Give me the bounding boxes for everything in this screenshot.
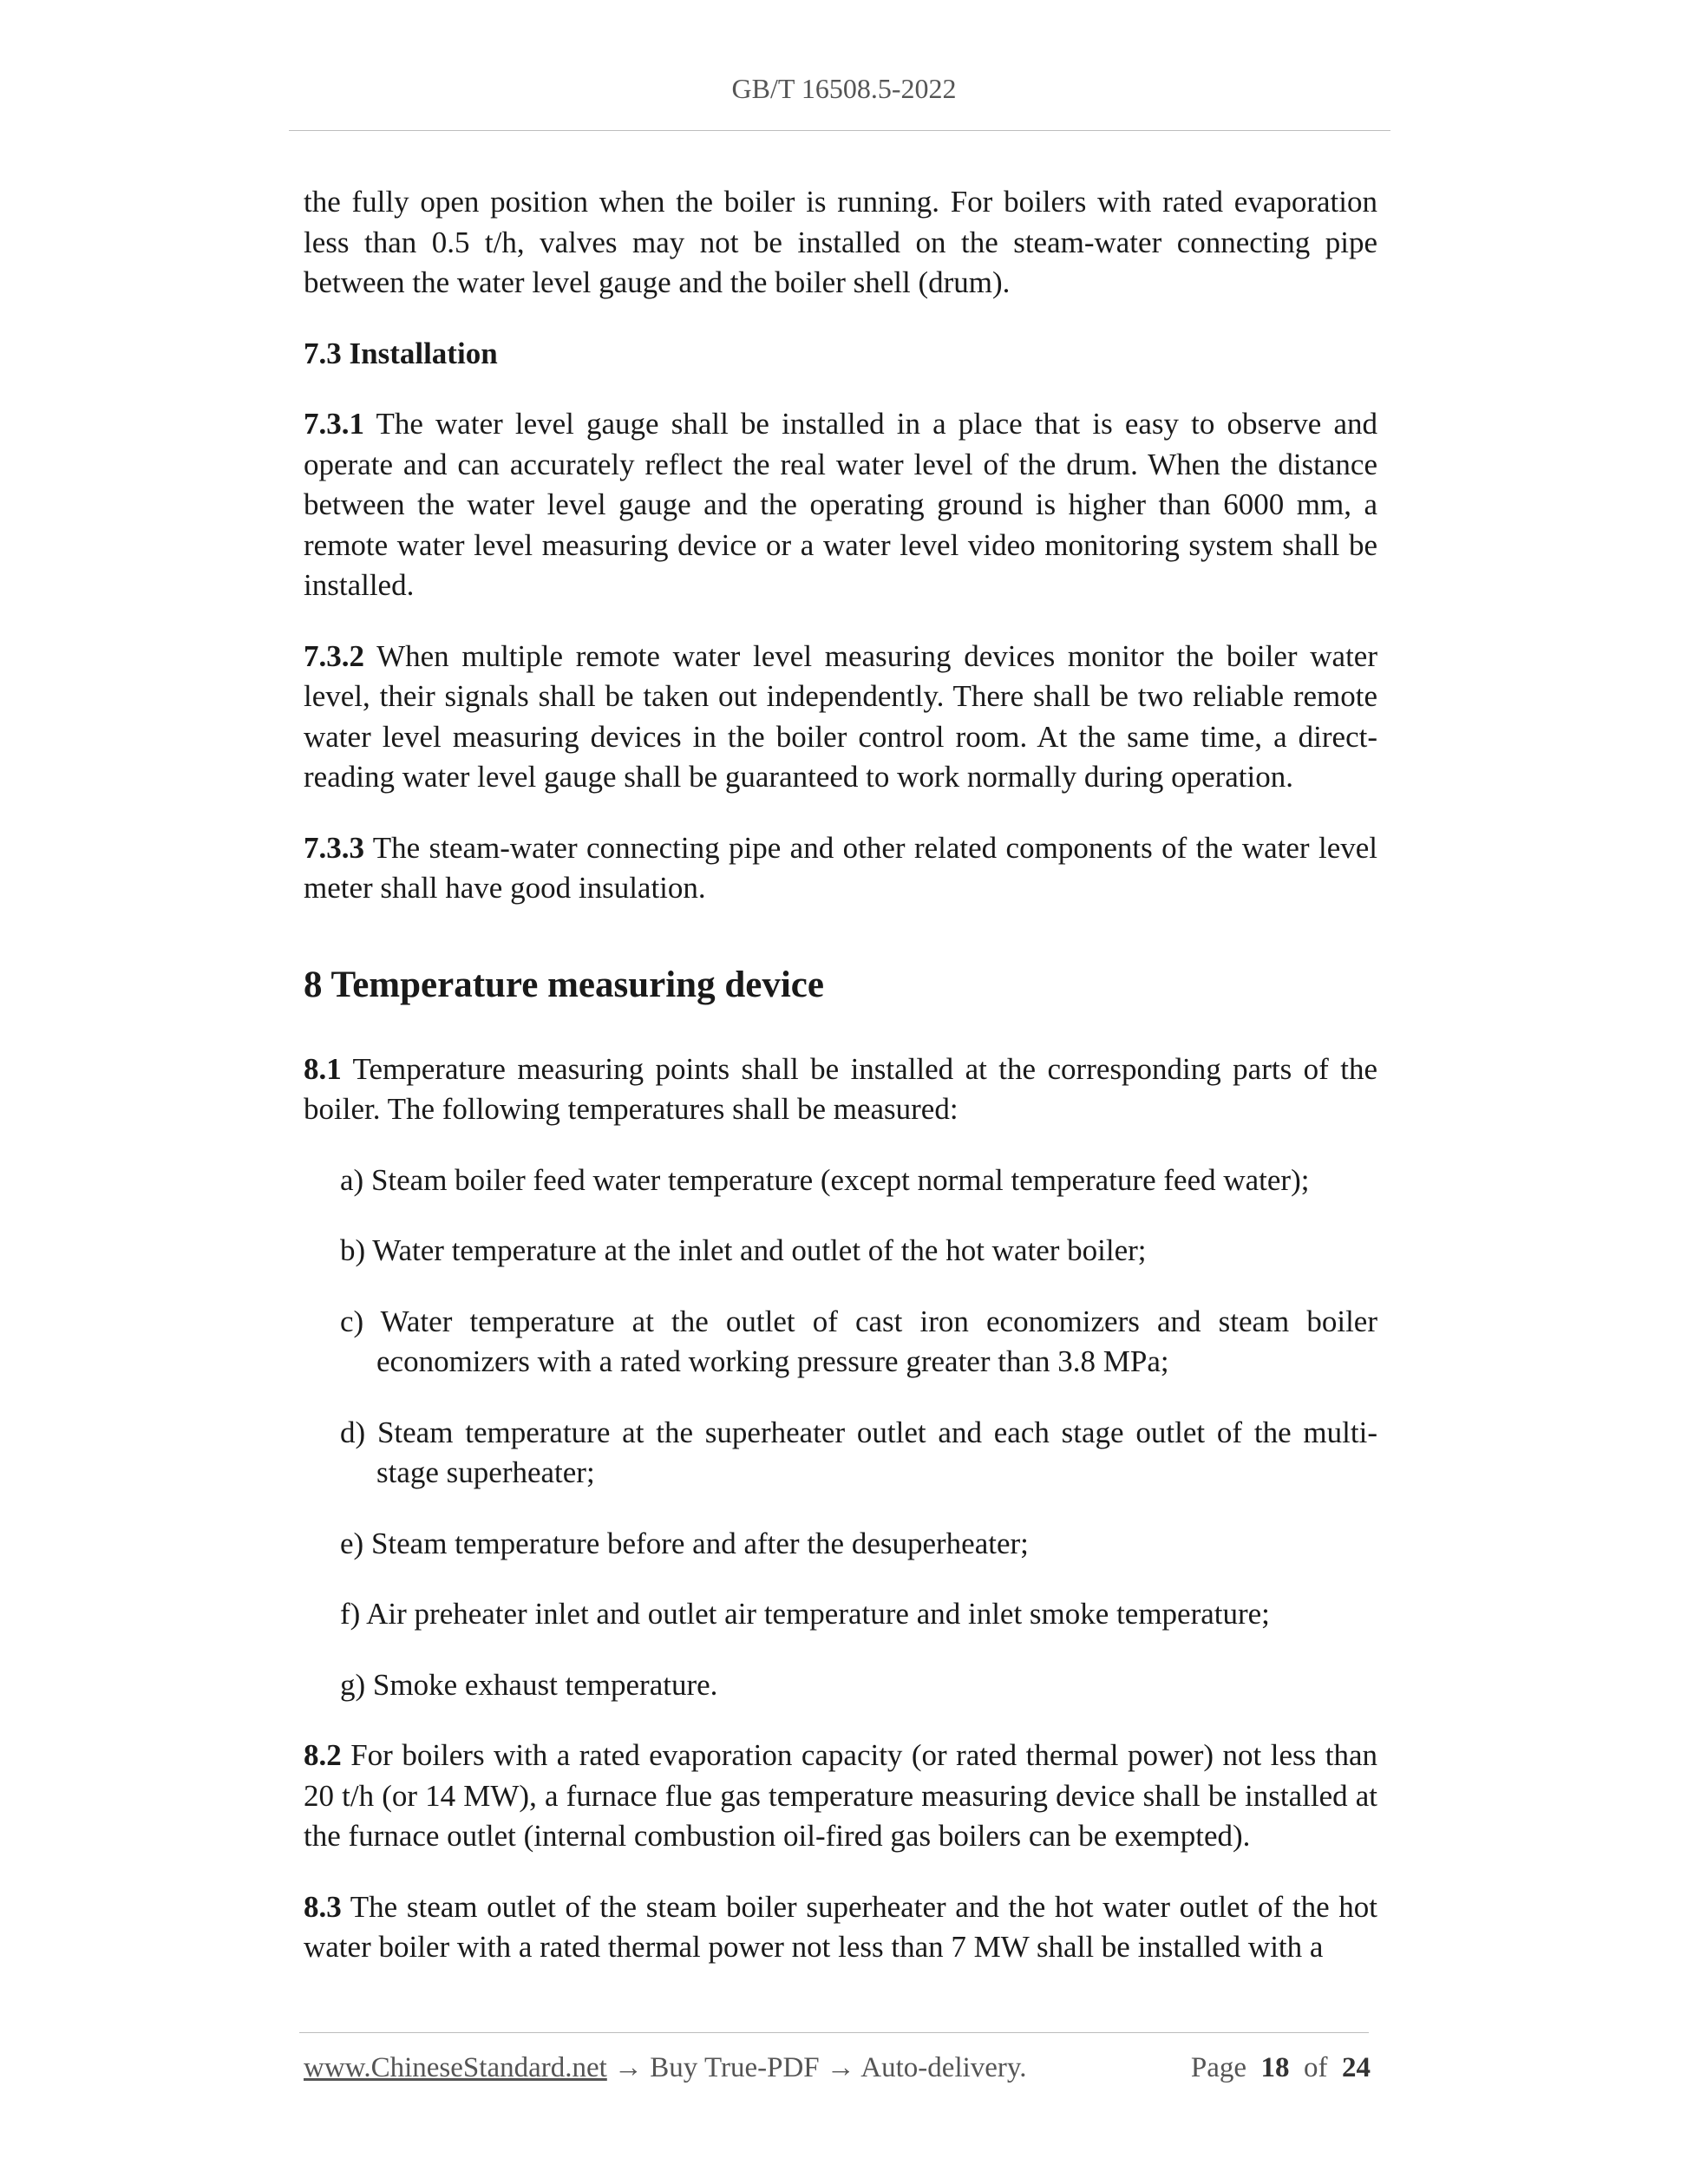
document-body [304,182,1377,1998]
temperature-list [304,1161,1377,1706]
clause-8-2 [304,1736,1377,1857]
clause-number: 7.3.3 [304,830,364,865]
document-id: GB/T 16508.5-2022 [731,73,957,104]
clause-text: The steam-water connecting pipe and other related components of the water level meter shall have good insulation. [304,830,1377,905]
of-label: of [1304,2052,1328,2083]
page-footer [304,2049,1371,2087]
clause-number: 7.3.2 [304,638,364,673]
clause-text: For boilers with a rated evaporation capacity (or rated thermal power) not less than 20 t/h (or 14 MW), a furnace flue gas temperature measuring device shall be installed at the furnace outlet (internal combustion oil-fired gas boilers can be exempted). [304,1738,1377,1853]
list-item: g) Smoke exhaust temperature. [340,1667,718,1702]
list-item: d) Steam temperature at the superheater outlet and each stage outlet of the multi-stage superheater; [340,1415,1377,1489]
header-divider [289,130,1390,131]
website-link[interactable]: www.ChineseStandard.net [304,2052,607,2083]
clause-number: 8.2 [304,1738,342,1772]
intro-paragraph: the fully open position when the boiler is running. For boilers with rated evaporation less than 0.5 t/h, valves may not be installed on the steam-water connecting pipe between the water level gauge and the boiler shell (drum). [304,185,1377,299]
clause-text: When multiple remote water level measuring devices monitor the boiler water level, their signals shall be taken out independently. There shall be two reliable remote water level measuring devices in the boiler control room. At the same time, a direct-reading water level gauge shall be guaranteed to work normally during operation. [304,638,1377,794]
footer-divider [299,2032,1369,2033]
page-number: 18 [1260,2052,1290,2083]
list-item: f) Air preheater inlet and outlet air temperature and inlet smoke temperature; [340,1597,1270,1631]
clause-text: The water level gauge shall be installed in a place that is easy to observe and operate and can accurately reflect the real water level of the drum. When the distance between the water level gauge and the operating ground is higher than 6000 mm, a remote water level measuring device or a water level video monitoring system shall be installed. [304,407,1377,602]
page-indicator [1191,2049,1371,2087]
page-header [0,73,1688,105]
footer-promo-text: → Buy True-PDF → Auto-delivery. [606,2052,1027,2083]
page-total: 24 [1342,2052,1371,2083]
section-7-3-heading: 7.3 Installation [304,336,498,370]
clause-8-3 [304,1887,1377,1968]
page-label: Page [1190,2052,1246,2083]
clause-8-1 [304,1049,1377,1130]
clause-7-3-1 [304,404,1377,606]
clause-number: 8.1 [304,1051,342,1086]
list-item: b) Water temperature at the inlet and outlet of the hot water boiler; [340,1233,1147,1267]
chapter-8-heading: 8 Temperature measuring device [304,964,824,1005]
list-item: c) Water temperature at the outlet of cast iron economizers and steam boiler economizers with a rated working pressure greater than 3.8 MPa; [340,1304,1377,1378]
clause-number: 8.3 [304,1889,342,1924]
list-item: e) Steam temperature before and after the desuperheater; [340,1526,1029,1560]
list-item: a) Steam boiler feed water temperature (except normal temperature feed water); [340,1162,1310,1197]
clause-7-3-2 [304,637,1377,798]
clause-7-3-3 [304,828,1377,909]
clause-number: 7.3.1 [304,407,364,441]
clause-text: The steam outlet of the steam boiler superheater and the hot water outlet of the hot water boiler with a rated thermal power not less than 7 MW shall be installed with a [304,1889,1377,1964]
clause-text: Temperature measuring points shall be installed at the corresponding parts of the boiler. The following temperatures shall be measured: [304,1051,1377,1126]
